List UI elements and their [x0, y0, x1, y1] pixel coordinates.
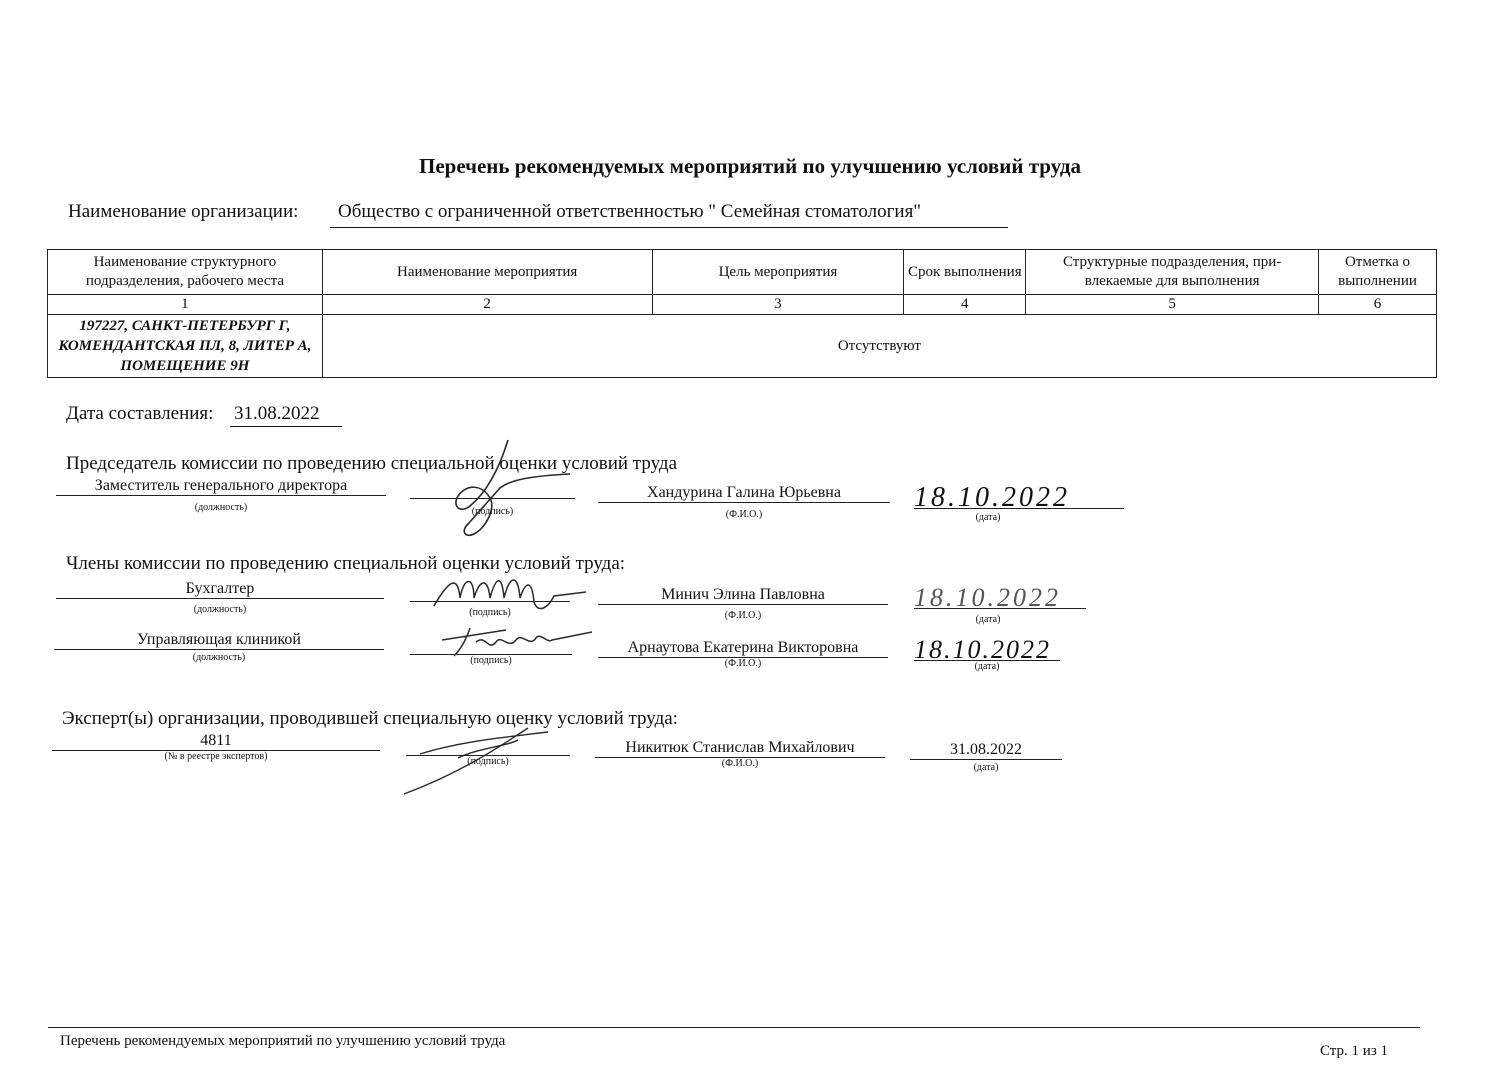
caption-fio: (Ф.И.О.) [724, 610, 762, 621]
member-date: 18.10.2022 [914, 640, 1060, 661]
member-signature-icon [436, 620, 596, 660]
column-number: 4 [904, 295, 1026, 315]
member-position: Бухгалтер [56, 580, 384, 599]
organization-name: Общество с ограниченной ответственностью " Семейная стоматология" [330, 201, 1008, 228]
caption-date: (дата) [973, 762, 999, 773]
header-cell: Срок выполнения [904, 250, 1026, 295]
organization-label: Наименование организации: [68, 201, 299, 222]
chairman-heading: Председатель комиссии по проведению специальной оценки условий труда [66, 453, 677, 474]
table-header-row [48, 250, 1437, 295]
chairman-signature-icon [430, 436, 580, 541]
caption-signature: (подпись) [469, 607, 511, 618]
member-signature-icon [430, 568, 590, 616]
caption-date: (дата) [975, 512, 1001, 523]
measures-table [47, 249, 1437, 378]
member-date: 18.10.2022 [914, 588, 1086, 609]
column-number: 5 [1026, 295, 1319, 315]
caption-fio: (Ф.И.О.) [724, 658, 762, 669]
column-number: 1 [48, 295, 323, 315]
chairman-position: Заместитель генерального директора [56, 477, 386, 496]
column-number: 6 [1319, 295, 1437, 315]
expert-name: Никитюк Станислав Михайлович [595, 739, 885, 758]
expert-signature-icon [398, 718, 558, 798]
measures-cell: Отсутствуют [322, 315, 1436, 378]
caption-position: (должность) [194, 502, 248, 513]
caption-signature: (подпись) [467, 756, 509, 767]
column-number: 2 [322, 295, 652, 315]
footer-title: Перечень рекомендуемых мероприятий по улучшению условий труда [60, 1033, 506, 1049]
expert-registry-number: 4811 [52, 732, 380, 751]
member-name: Арнаутова Екатерина Викторовна [598, 639, 888, 658]
expert-date: 31.08.2022 [910, 741, 1062, 760]
caption-position: (должность) [193, 604, 247, 615]
page-number: Стр. 1 из 1 [1320, 1043, 1388, 1059]
header-cell: Структурные подразделения, при-влекаемые для выполнения [1026, 250, 1319, 295]
header-cell: Отметка о выполнении [1319, 250, 1437, 295]
chairman-date: 18.10.2022 [914, 488, 1124, 509]
caption-date: (дата) [974, 661, 1000, 672]
caption-signature: (подпись) [471, 506, 514, 517]
page-title: Перечень рекомендуемых мероприятий по улучшению условий труда [419, 154, 1081, 178]
header-cell: Наименование структурного подразделения, рабочего места [48, 250, 323, 295]
caption-date: (дата) [975, 614, 1001, 625]
caption-signature: (подпись) [470, 655, 512, 666]
member-name: Минич Элина Павловна [598, 586, 888, 605]
header-cell: Цель мероприятия [652, 250, 904, 295]
compiled-date-label: Дата составления: [66, 403, 214, 424]
table-row [48, 315, 1437, 378]
caption-fio: (Ф.И.О.) [721, 758, 759, 769]
caption-position: (должность) [192, 652, 246, 663]
column-number: 3 [652, 295, 904, 315]
caption-registry: (№ в реестре экспертов) [164, 751, 268, 762]
table-number-row [48, 295, 1437, 315]
compiled-date: 31.08.2022 [230, 403, 342, 427]
members-heading: Члены комиссии по проведению специальной оценки условий труда: [66, 553, 626, 574]
caption-fio: (Ф.И.О.) [725, 509, 763, 520]
header-cell: Наименование мероприятия [322, 250, 652, 295]
chairman-name: Хандурина Галина Юрьевна [598, 484, 890, 503]
member-position: Управляющая клиникой [54, 631, 384, 650]
footer-divider [48, 1027, 1420, 1028]
expert-heading: Эксперт(ы) организации, проводившей специальную оценку условий труда: [62, 708, 678, 729]
workplace-cell: 197227, САНКТ-ПЕТЕРБУРГ Г, КОМЕНДАНТСКАЯ ПЛ, 8, ЛИТЕР А, ПОМЕЩЕНИЕ 9Н [48, 315, 323, 378]
